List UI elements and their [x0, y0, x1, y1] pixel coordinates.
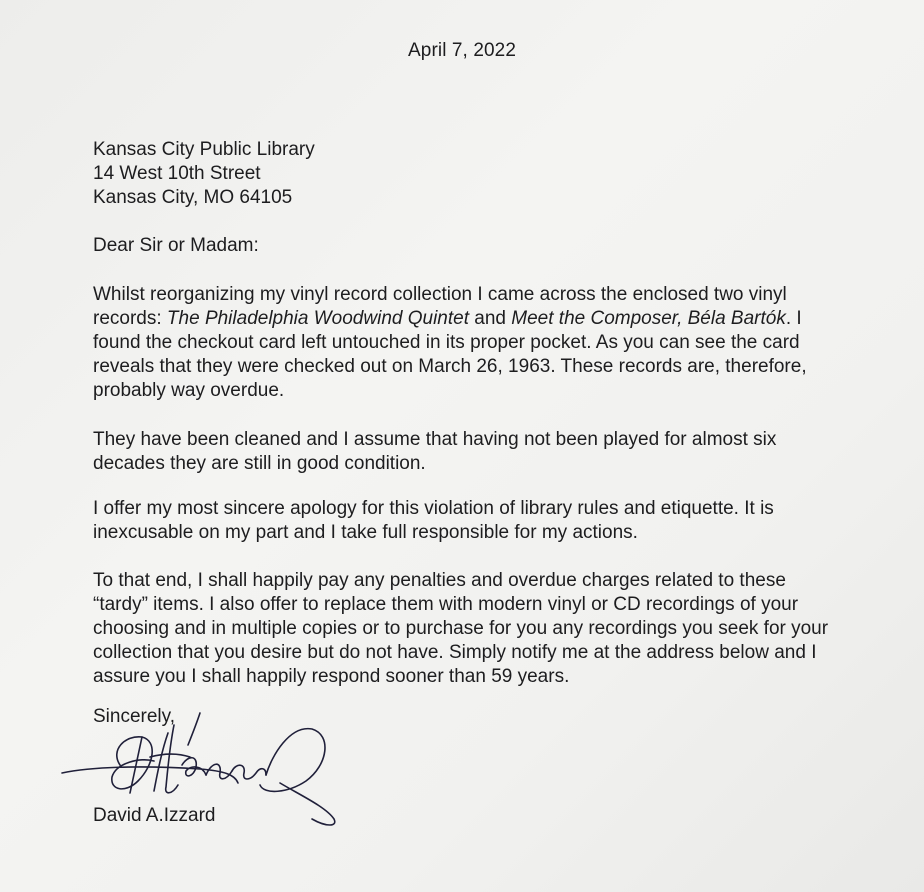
paragraph-line: inexcusable on my part and I take full responsible for my actions.: [93, 522, 638, 543]
text-run: . I: [785, 308, 802, 329]
recipient-address: [93, 138, 315, 210]
paragraph-offer: [93, 569, 883, 689]
paragraph-line: probably way overdue.: [93, 380, 285, 401]
paragraph-line: reveals that they were checked out on March 26, 1963. These records are, therefore,: [93, 356, 807, 377]
salutation: Dear Sir or Madam:: [93, 235, 259, 256]
paragraph-line: They have been cleaned and I assume that having not been played for almost six: [93, 429, 777, 450]
paragraph-line: “tardy” items. I also offer to replace them with modern vinyl or CD recordings of your: [93, 594, 799, 615]
paragraph-line: assure you I shall happily respond sooner than 59 years.: [93, 666, 570, 687]
letter-date: April 7, 2022: [408, 40, 516, 61]
paragraph-line: I offer my most sincere apology for this violation of library rules and etiquette. It is: [93, 498, 774, 519]
paragraph-line: collection that you desire but do not have. Simply notify me at the address below and I: [93, 642, 817, 663]
paragraph-records-found: [93, 283, 883, 403]
address-line: Kansas City, MO 64105: [93, 187, 293, 208]
paragraph-line: [93, 307, 883, 331]
paragraph-condition: [93, 428, 883, 476]
address-line: 14 West 10th Street: [93, 163, 261, 184]
signer-name: David A.Izzard: [93, 805, 216, 826]
paragraph-line: found the checkout card left untouched in its proper pocket. As you can see the card: [93, 332, 800, 353]
text-run: records:: [93, 308, 167, 329]
paragraph-line: To that end, I shall happily pay any penalties and overdue charges related to these: [93, 570, 786, 591]
text-run: and: [469, 308, 512, 329]
address-line: Kansas City Public Library: [93, 139, 315, 160]
paragraph-line: Whilst reorganizing my vinyl record collection I came across the enclosed two vinyl: [93, 284, 787, 305]
paragraph-apology: [93, 497, 883, 545]
closing: Sincerely,: [93, 706, 176, 727]
paragraph-line: choosing and in multiple copies or to purchase for you any recordings you seek for your: [93, 618, 829, 639]
paragraph-line: decades they are still in good condition.: [93, 453, 426, 474]
record-title: Meet the Composer, Béla Bartók: [511, 308, 786, 329]
record-title: The Philadelphia Woodwind Quintet: [166, 308, 469, 329]
